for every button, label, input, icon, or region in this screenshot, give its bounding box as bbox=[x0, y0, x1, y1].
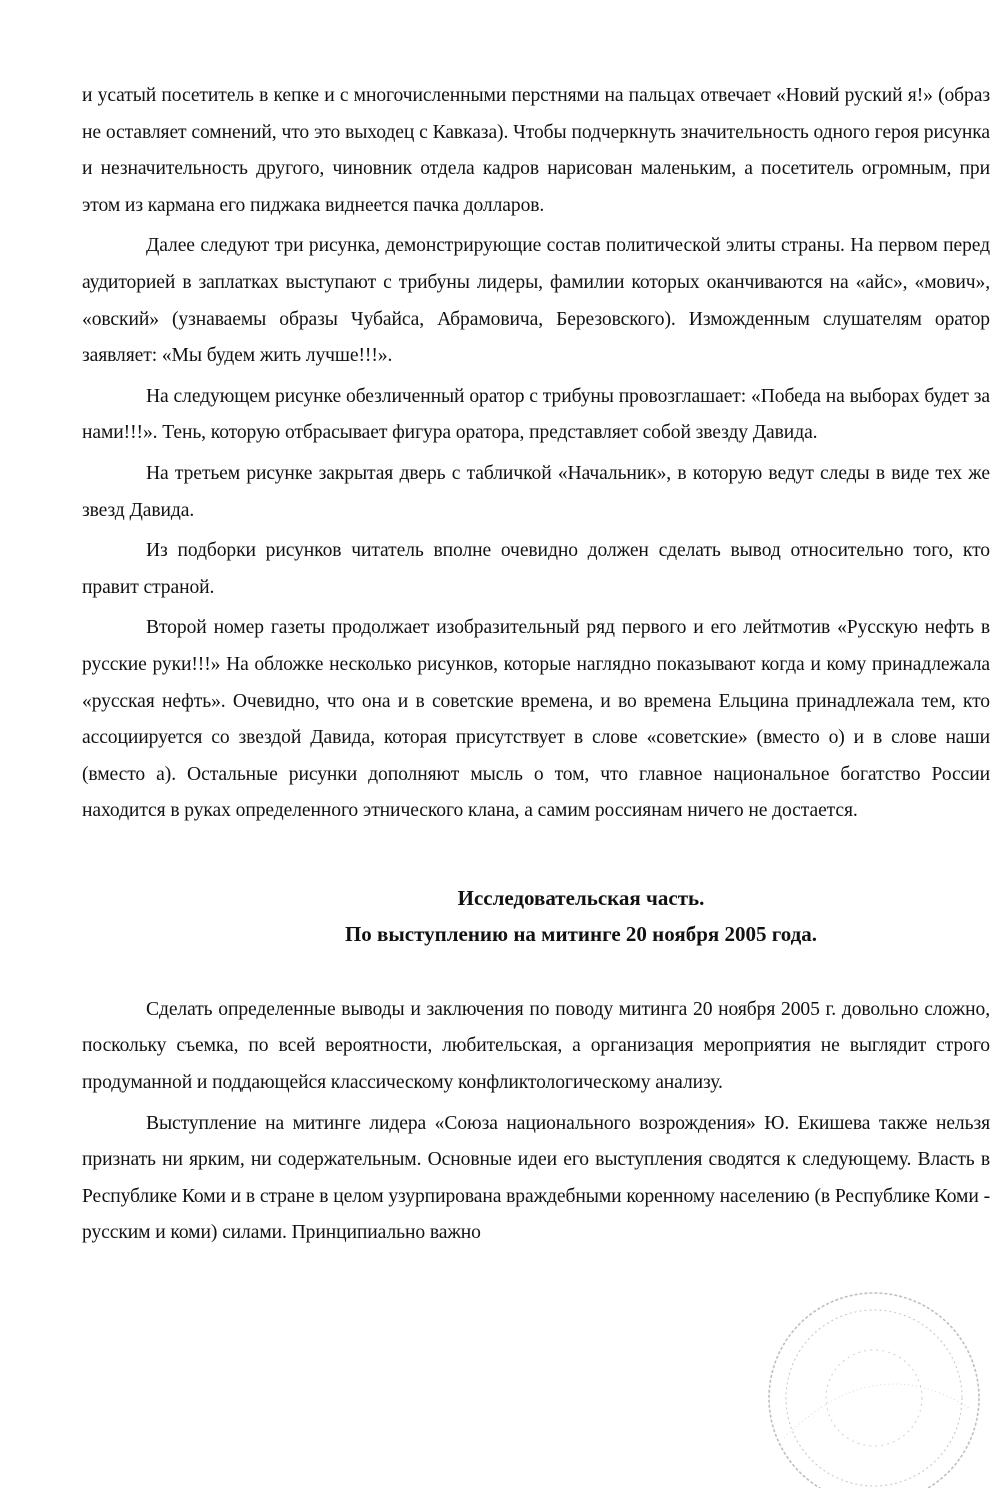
paragraph-political-elite: Далее следуют три рисунка, демонстрирующие состав политической элиты страны. На первом перед аудиторией в заплатках выступают с трибуны лидеры, фамилии которых оканчиваются на «айс», «мович», «овский» (узнаваемы образы Чубайса, Абрамовича, Березовского). Изможденным слушателям оратор заявляет: «Мы будем жить лучше!!!». bbox=[82, 235, 990, 367]
paragraph-visitor-description: и усатый посетитель в кепке и с многочисленными перстнями на пальцах отвечает «Новий руский я!» (образ не оставляет сомнений, что это выходец с Кавказа). Чтобы подчеркнуть значительность одного героя рисунка и незначительность другого, чиновник отдела кадров нарисован маленьким, а посетитель огромным, при этом из кармана его пиджака виднеется пачка долларов. bbox=[82, 85, 990, 216]
paragraph-conclusion: Из подборки рисунков читатель вполне очевидно должен сделать вывод относительно того, кто правит страной. bbox=[82, 540, 990, 598]
paragraph-faceless-orator: На следующем рисунке обезличенный оратор с трибуны провозглашает: «Победа на выборах будет за нами!!!». Тень, которую отбрасывает фигура оратора, представляет собой звезду Давида. bbox=[82, 385, 990, 444]
paragraph-closed-door: На третьем рисунке закрытая дверь с табличкой «Начальник», в которую ведут следы в виде тех же звезд Давида. bbox=[82, 462, 990, 521]
paragraph-second-issue: Второй номер газеты продолжает изобразительный ряд первого и его лейтмотив «Русскую нефть в русские руки!!!» На обложке несколько рисунков, которые наглядно показывают когда и кому принадлежала «русская нефть». Очевидно, что она и в советские времена, и во времена Ельцина принадлежала тем, кто ассоциируется со звездой Давида, которая присутствует в слове «советские» (вместо о) и в слове наши (вместо а). Остальные рисунки дополняют мысль о том, что главное национальное богатство России находится в руках определенного этнического клана, а самим россиянам ничего не достается. bbox=[82, 617, 990, 822]
paragraph-speech-ekishev: Выступление на митинге лидера «Союза национального возрождения» Ю. Екишева также нельзя признать ни ярким, ни содержательным. Основные идеи его выступления сводятся к следующему. Власть в Республике Коми и в стране в целом узурпирована враждебными коренному населению (в Республике Коми - русским и коми) силами. Принципиально важно bbox=[82, 1112, 990, 1244]
section-heading bbox=[82, 880, 990, 952]
paragraph-rally-analysis: Сделать определенные выводы и заключения по поводу митинга 20 ноября 2005 г. довольно сложно, поскольку съемка, по всей вероятности, любительская, а организация мероприятия не выглядит строго продуманной и поддающейся классическому конфликтологическому анализу. bbox=[82, 998, 990, 1094]
section-title: Исследовательская часть. bbox=[457, 885, 705, 910]
section-subtitle: По выступлению на митинге 20 ноября 2005 года. bbox=[344, 921, 818, 946]
